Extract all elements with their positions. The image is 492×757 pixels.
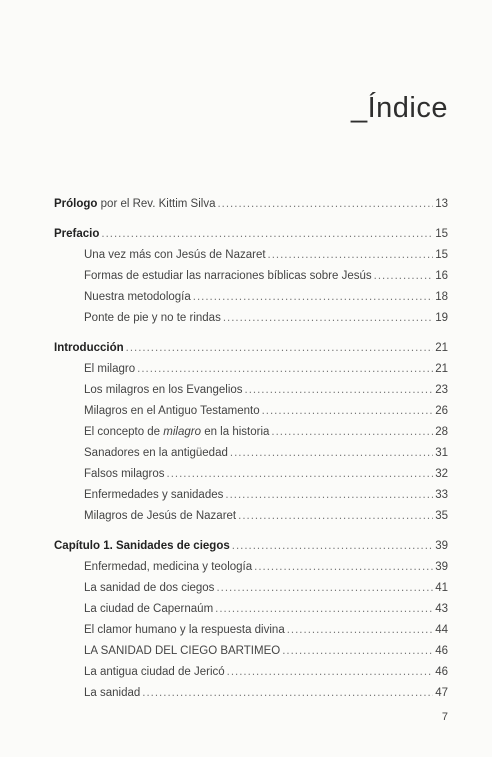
toc-entry-title <box>54 228 99 240</box>
toc-entry-text-pre: La sanidad de dos ciegos <box>84 582 215 594</box>
toc-entry-text-pre: Ponte de pie y no te rindas <box>84 312 221 324</box>
toc-entry-page: 46 <box>435 645 448 657</box>
toc-entry-title <box>84 384 243 396</box>
toc-entry-page: 33 <box>435 489 448 501</box>
toc-entry-page: 21 <box>435 363 448 375</box>
toc-entry-text-pre: Milagros de Jesús de Nazaret <box>84 510 237 522</box>
dot-leader <box>101 228 433 240</box>
toc-entry-title <box>84 447 228 459</box>
dot-leader <box>193 291 433 303</box>
toc-subsection-entry <box>54 426 448 447</box>
toc-entry-title <box>84 603 213 615</box>
toc-entry-page: 26 <box>435 405 448 417</box>
dot-leader <box>227 666 434 678</box>
dot-leader <box>225 489 433 501</box>
dot-leader <box>217 198 433 210</box>
toc-entry-title <box>54 540 230 552</box>
toc-entry-page: 39 <box>435 561 448 573</box>
toc-entry-page: 16 <box>435 270 448 282</box>
dot-leader <box>216 582 433 594</box>
toc-entry-title <box>84 312 221 324</box>
toc-entry-title <box>84 489 223 501</box>
toc-subsection-entry <box>54 363 448 384</box>
toc-entry-page: 41 <box>435 582 448 594</box>
dot-leader <box>232 540 433 552</box>
toc-subsection-entry <box>54 447 448 468</box>
toc-entry-text-em: milagro <box>163 426 201 438</box>
dot-leader <box>238 510 433 522</box>
toc-entry-text-pre: Nuestra metodología <box>84 291 191 303</box>
dot-leader <box>245 384 434 396</box>
toc-entry-text-pre: El clamor humano y la respuesta divina <box>84 624 285 636</box>
toc-subsection-entry <box>54 687 448 708</box>
toc-subsection-entry <box>54 666 448 687</box>
toc-entry-page: 13 <box>435 198 448 210</box>
dot-leader <box>268 249 434 261</box>
toc-entry-text-pre: Falsos milagros <box>84 468 165 480</box>
toc-subsection-entry <box>54 582 448 603</box>
toc-section-entry <box>54 540 448 561</box>
toc-entry-page: 47 <box>435 687 448 699</box>
toc-subsection-entry <box>54 561 448 582</box>
toc-entry-text-bold: Prólogo <box>54 198 98 210</box>
page-number: 7 <box>441 711 448 723</box>
toc-subsection-entry <box>54 291 448 312</box>
toc-entry-page: 43 <box>435 603 448 615</box>
toc-section-entry <box>54 198 448 219</box>
dot-leader <box>230 447 433 459</box>
toc-entry-text-pre: LA SANIDAD DEL CIEGO BARTIMEO <box>84 645 281 657</box>
toc-subsection-entry <box>54 405 448 426</box>
toc-subsection-entry <box>54 384 448 405</box>
toc-entry-text-post: en la historia <box>201 426 270 438</box>
toc-entry-page: 18 <box>435 291 448 303</box>
toc-entry-page: 28 <box>435 426 448 438</box>
toc-entry-text-bold: Prefacio <box>54 228 100 240</box>
toc-subsection-entry <box>54 249 448 270</box>
toc-subsection-entry <box>54 624 448 645</box>
table-of-contents <box>54 198 448 708</box>
toc-entry-text-pre: Una vez más con Jesús de Nazaret <box>84 249 266 261</box>
toc-entry-page: 35 <box>435 510 448 522</box>
toc-entry-text-pre: El concepto de <box>84 426 164 438</box>
toc-subsection-entry <box>54 489 448 510</box>
toc-entry-title <box>84 363 135 375</box>
toc-entry-text-pre: Enfermedades y sanidades <box>84 489 224 501</box>
toc-entry-title <box>84 426 269 438</box>
dot-leader <box>223 312 433 324</box>
toc-subsection-entry <box>54 603 448 624</box>
toc-entry-title <box>84 624 285 636</box>
toc-entry-title <box>84 270 372 282</box>
toc-entry-text-pre: por el Rev. Kittim Silva <box>97 198 216 210</box>
toc-entry-title <box>84 468 165 480</box>
toc-entry-title <box>84 291 191 303</box>
dot-leader <box>126 342 434 354</box>
toc-entry-title <box>84 249 266 261</box>
toc-subsection-entry <box>54 312 448 333</box>
dot-leader <box>282 645 433 657</box>
toc-entry-text-pre: El milagro <box>84 363 136 375</box>
toc-entry-page: 32 <box>435 468 448 480</box>
toc-entry-text-pre: Enfermedad, medicina y teología <box>84 561 253 573</box>
toc-entry-text-pre: Formas de estudiar las narraciones bíblicas sobre Jesús <box>84 270 372 282</box>
toc-entry-text-pre: La ciudad de Capernaúm <box>84 603 214 615</box>
toc-entry-page: 31 <box>435 447 448 459</box>
dot-leader <box>215 603 433 615</box>
toc-entry-text-pre: La sanidad <box>84 687 141 699</box>
toc-entry-title <box>84 582 214 594</box>
toc-entry-title <box>84 687 140 699</box>
toc-entry-title <box>54 198 215 210</box>
toc-entry-text-bold: Introducción <box>54 342 124 354</box>
toc-entry-page: 44 <box>435 624 448 636</box>
toc-entry-text-pre: Milagros en el Antiguo Testamento <box>84 405 260 417</box>
toc-entry-title <box>84 561 252 573</box>
toc-entry-page: 19 <box>435 312 448 324</box>
toc-subsection-entry <box>54 270 448 291</box>
dot-leader <box>374 270 434 282</box>
dot-leader <box>142 687 433 699</box>
dot-leader <box>137 363 433 375</box>
toc-entry-page: 46 <box>435 666 448 678</box>
dot-leader <box>254 561 433 573</box>
toc-entry-title <box>84 666 225 678</box>
dot-leader <box>271 426 433 438</box>
toc-entry-title <box>84 405 260 417</box>
toc-subsection-entry <box>54 468 448 489</box>
dot-leader <box>262 405 434 417</box>
toc-subsection-entry <box>54 645 448 666</box>
dot-leader <box>287 624 433 636</box>
toc-entry-title <box>84 645 280 657</box>
toc-entry-text-pre: Sanadores en la antigüedad <box>84 447 228 459</box>
toc-entry-page: 23 <box>435 384 448 396</box>
toc-entry-text-pre: La antigua ciudad de Jericó <box>84 666 225 678</box>
page-title: _Índice <box>350 92 448 124</box>
toc-entry-text-bold: Capítulo 1. Sanidades de ciegos <box>54 540 230 552</box>
toc-entry-title <box>84 510 236 522</box>
toc-entry-page: 15 <box>435 228 448 240</box>
toc-subsection-entry <box>54 510 448 531</box>
toc-section-entry <box>54 342 448 363</box>
toc-entry-page: 21 <box>435 342 448 354</box>
toc-entry-text-pre: Los milagros en los Evangelios <box>84 384 243 396</box>
toc-entry-page: 15 <box>435 249 448 261</box>
toc-entry-title <box>54 342 124 354</box>
toc-entry-page: 39 <box>435 540 448 552</box>
toc-section-entry <box>54 228 448 249</box>
dot-leader <box>167 468 434 480</box>
